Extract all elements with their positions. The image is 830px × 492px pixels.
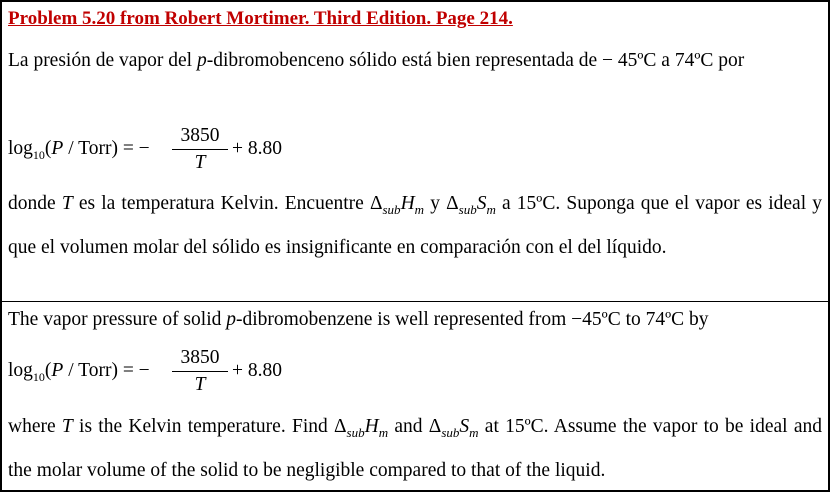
p-italic: p [196, 50, 207, 71]
sub-subscript: sub [441, 424, 460, 440]
spanish-body [8, 185, 822, 267]
denominator: T [194, 152, 206, 173]
equation-lhs [8, 360, 150, 385]
problem-title: Problem 5.20 from Robert Mortimer. Third Edition. Page 214. [8, 8, 513, 29]
equation-rhs: + 8.80 [232, 360, 282, 381]
log: log [8, 360, 33, 381]
sub-subscript: sub [458, 201, 477, 217]
H-symbol: H [364, 416, 379, 437]
T-symbol: T [61, 193, 73, 214]
fraction [170, 124, 230, 175]
m-subscript: m [414, 201, 425, 217]
T-symbol: T [61, 416, 73, 437]
m-subscript: m [378, 424, 389, 440]
torr: / Torr) = − [63, 138, 150, 159]
S-symbol: S [459, 416, 470, 437]
log: log [8, 138, 33, 159]
S-symbol: S [476, 193, 487, 214]
equation-lhs [8, 138, 150, 163]
equation-rhs: + 8.80 [232, 138, 282, 159]
fraction [170, 346, 230, 397]
english-body [8, 408, 822, 490]
numerator: 3850 [180, 347, 220, 368]
text: y Δ [424, 193, 459, 214]
P-symbol: P [51, 138, 64, 159]
p-italic: p [226, 309, 236, 330]
text: La presión de vapor del [8, 50, 197, 71]
sub-subscript: sub [382, 201, 401, 217]
spanish-intro [8, 42, 822, 80]
text: is the Kelvin temperature. Find Δ [72, 416, 347, 437]
text: es la temperatura Kelvin. Encuentre Δ [72, 193, 383, 214]
sub-subscript: sub [346, 424, 365, 440]
text: where [8, 416, 62, 437]
torr: / Torr) = − [63, 360, 150, 381]
numerator: 3850 [180, 125, 220, 146]
text: The vapor pressure of solid [8, 309, 227, 330]
H-symbol: H [400, 193, 415, 214]
log-base: 10 [32, 147, 45, 162]
log-base: 10 [32, 369, 45, 384]
m-subscript: m [469, 424, 479, 440]
paren: ( [44, 138, 52, 159]
text: donde [8, 193, 62, 214]
text: and Δ [388, 416, 442, 437]
english-intro [8, 301, 822, 339]
m-subscript: m [486, 201, 496, 217]
text: -dibromobenceno sólido está bien representada de − 45ºC a 74ºC por [206, 50, 745, 71]
fraction-bar [172, 149, 228, 150]
paren: ( [44, 360, 52, 381]
text: -dibromobenzene is well represented from −45ºC to 74ºC by [235, 309, 709, 330]
text: at 15ºC. Assume the vapor to be ideal and the molar volume of the solid to be negligible compared to that of the liquid. [8, 416, 822, 481]
fraction-bar [172, 371, 228, 372]
text: a 15ºC. Suponga que el vapor es ideal y que el volumen molar del sólido es insignificante en comparación con el del líquido. [8, 193, 823, 258]
denominator: T [194, 374, 206, 395]
P-symbol: P [51, 360, 64, 381]
